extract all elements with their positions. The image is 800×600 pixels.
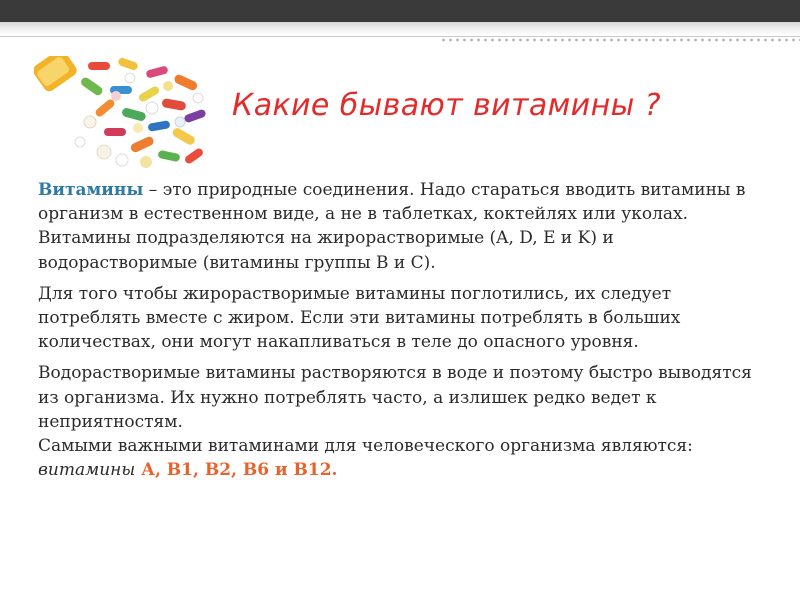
paragraph-important-vitamins <box>38 434 773 482</box>
slide-top-shine <box>0 22 800 36</box>
paragraph-fat-soluble: Для того чтобы жирорастворимые витамины поглотились, их следует потреблять вместе с жиром. Если эти витамины потреблять в больших количествах, они могут накапливаться в теле до опасного уровня. <box>38 283 681 353</box>
definition-text: – это природные соединения. Надо стараться вводить витамины в организм в естественном виде, а не в таблетках, коктейлях или уколах. Витамины подразделяются на жирорастворимые (A, D, E и K) и водорастворимые (витамины группы B и С). <box>38 180 746 273</box>
slide-content <box>38 178 773 482</box>
vitamin-pills-image <box>34 56 210 170</box>
term-vitamins: Витамины <box>38 180 144 200</box>
slide-top-bar <box>0 0 800 22</box>
important-vitamins-text: Самыми важными витаминами для человеческого организма являются: <box>38 436 693 457</box>
decorative-dots <box>440 36 800 44</box>
paragraph-definition <box>38 178 773 275</box>
paragraph-water-soluble: Водорастворимые витамины растворяются в воде и поэтому быстро выводятся из организма. Их нужно потреблять часто, а излишек редко ведет к неприятностям. <box>38 363 752 432</box>
slide-title: Какие бывают витамины ? <box>232 88 661 123</box>
important-vitamins-list: А, В1, В2, В6 и В12. <box>135 460 338 481</box>
important-vitamins-em: витамины <box>38 460 136 481</box>
